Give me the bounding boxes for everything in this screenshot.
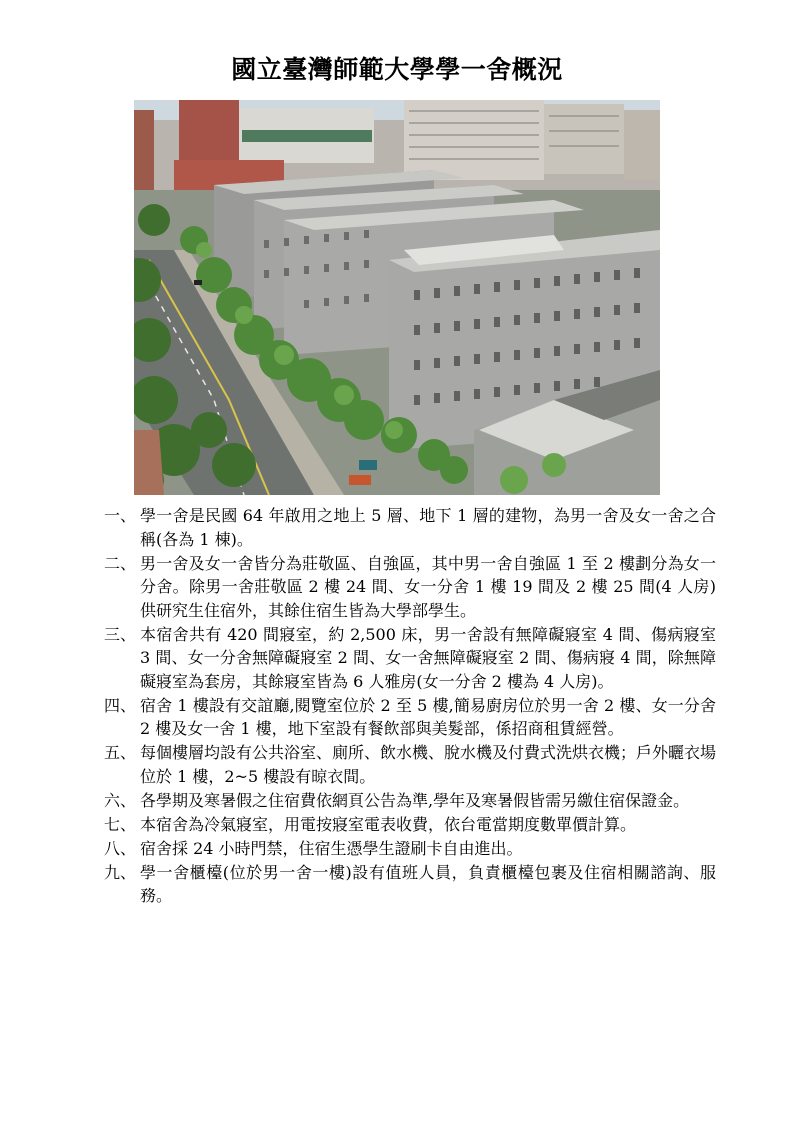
list-item [104,861,716,908]
list-item-number: 六、 [104,790,137,810]
list-item-text: 學一舍是民國 64 年啟用之地上 5 層、地下 1 層的建物，為男一舍及女一舍之合稱(各為 1 棟)。 [140,506,716,549]
list-item [104,694,716,741]
list-item [104,623,716,694]
list-item [104,741,716,788]
list-item [104,504,716,551]
list-item [104,837,716,861]
list-item [104,813,716,837]
page-title: 國立臺灣師範大學學一舍概況 [231,55,563,84]
dormitory-aerial-image [134,100,660,495]
list-item [104,789,716,813]
list-item-text: 各學期及寒暑假之住宿費依網頁公告為準,學年及寒暑假皆需另繳住宿保證金。 [140,790,690,810]
list-item-text: 學一舍櫃檯(位於男一舍一樓)設有值班人員，負責櫃檯包裹及住宿相關諮詢、服務。 [140,862,716,905]
list-item-number: 四、 [104,695,137,715]
dormitory-photo [134,100,660,495]
overview-list [104,504,716,908]
list-item-text: 本宿舍共有 420 間寢室，約 2,500 床，男一舍設有無障礙寢室 4 間、傷病寢室 3 間、女一分舍無障礙寢室 2 間、女一舍無障礙寢室 2 間、傷病寢 4 間，除無障礙寢室為套房，其餘寢室皆為 6 人雅房(女一分舍 2 樓為 4 人房)。 [140,624,716,691]
list-item-text: 宿舍採 24 小時門禁，住宿生憑學生證刷卡自由進出。 [140,838,523,858]
list-item-number: 三、 [104,624,137,644]
list-item-text: 男一舍及女一舍皆分為莊敬區、自強區，其中男一舍自強區 1 至 2 樓劃分為女一分舍。除男一舍莊敬區 2 樓 24 間、女一分舍 1 樓 19 間及 2 樓 25 間(4 人房)供研究生住宿外，其餘住宿生皆為大學部學生。 [140,553,716,620]
list-item-number: 八、 [104,838,137,858]
list-item-number: 二、 [104,553,137,573]
list-item-text: 本宿舍為冷氣寢室，用電按寢室電表收費，依台電當期度數單價計算。 [140,814,637,834]
list-item [104,552,716,623]
list-item-text: 宿舍 1 樓設有交誼廳,閱覽室位於 2 至 5 樓,簡易廚房位於男一舍 2 樓、女一分舍 2 樓及女一舍 1 樓，地下室設有餐飲部與美髮部，係招商租賃經營。 [140,695,716,738]
list-item-text: 每個樓層均設有公共浴室、廁所、飲水機、脫水機及付費式洗烘衣機；戶外曬衣場位於 1 樓，2~5 樓設有晾衣間。 [140,743,717,786]
list-item-number: 七、 [104,814,137,834]
list-item-number: 九、 [104,862,137,882]
list-item-number: 一、 [104,506,137,525]
list-item-number: 五、 [104,743,137,762]
